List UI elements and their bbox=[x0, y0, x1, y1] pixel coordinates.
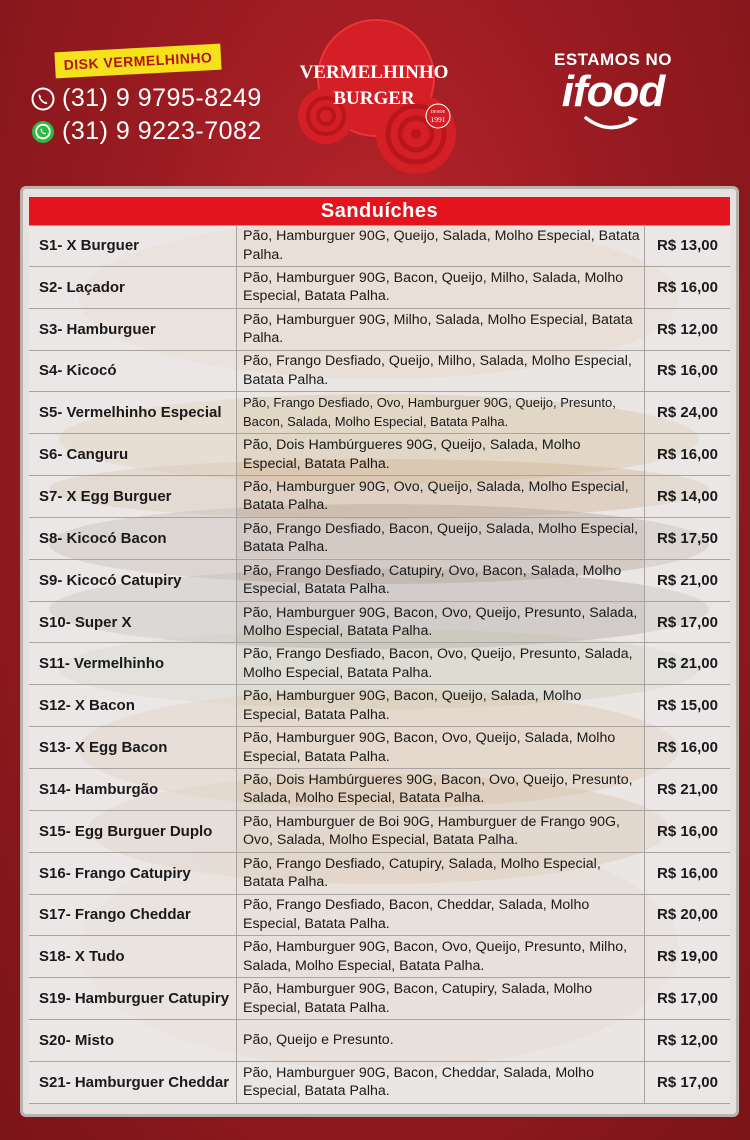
item-price: R$ 20,00 bbox=[645, 895, 730, 936]
table-row bbox=[29, 685, 730, 727]
table-row bbox=[29, 1062, 730, 1104]
phone-row-1[interactable] bbox=[30, 84, 262, 113]
item-description: Pão, Hamburguer de Boi 90G, Hamburguer de Frango 90G, Ovo, Salada, Molho Especial, Batata Palha. bbox=[237, 811, 645, 852]
item-name: S2- Laçador bbox=[29, 267, 237, 308]
item-description: Pão, Frango Desfiado, Queijo, Milho, Salada, Molho Especial, Batata Palha. bbox=[237, 351, 645, 392]
table-row bbox=[29, 936, 730, 978]
table-row bbox=[29, 351, 730, 393]
table-row bbox=[29, 727, 730, 769]
item-name: S17- Frango Cheddar bbox=[29, 895, 237, 936]
logo-seal-year: 1991 bbox=[430, 115, 446, 124]
menu-table bbox=[29, 225, 730, 1104]
item-description: Pão, Hamburguer 90G, Bacon, Cheddar, Salada, Molho Especial, Batata Palha. bbox=[237, 1062, 645, 1103]
item-price: R$ 16,00 bbox=[645, 434, 730, 475]
item-price: R$ 17,50 bbox=[645, 518, 730, 559]
item-description: Pão, Hamburguer 90G, Milho, Salada, Molho Especial, Batata Palha. bbox=[237, 309, 645, 350]
table-row bbox=[29, 811, 730, 853]
phone-number-2: (31) 9 9223-7082 bbox=[62, 117, 262, 145]
item-description: Pão, Hamburguer 90G, Bacon, Queijo, Milho, Salada, Molho Especial, Batata Palha. bbox=[237, 267, 645, 308]
item-name: S7- X Egg Burguer bbox=[29, 476, 237, 517]
item-description: Pão, Frango Desfiado, Ovo, Hamburguer 90G, Queijo, Presunto, Bacon, Salada, Molho Especial, Batata Palha. bbox=[237, 392, 645, 433]
item-price: R$ 17,00 bbox=[645, 978, 730, 1019]
table-row bbox=[29, 518, 730, 560]
item-description: Pão, Hamburguer 90G, Bacon, Queijo, Salada, Molho Especial, Batata Palha. bbox=[237, 685, 645, 726]
whatsapp-icon bbox=[30, 119, 56, 145]
table-row bbox=[29, 643, 730, 685]
item-description: Pão, Hamburguer 90G, Bacon, Ovo, Queijo, Salada, Molho Especial, Batata Palha. bbox=[237, 727, 645, 768]
item-price: R$ 12,00 bbox=[645, 309, 730, 350]
item-name: S9- Kicocó Catupiry bbox=[29, 560, 237, 601]
item-description: Pão, Queijo e Presunto. bbox=[237, 1020, 645, 1061]
ifood-smile-icon bbox=[548, 114, 678, 136]
table-row bbox=[29, 895, 730, 937]
item-description: Pão, Frango Desfiado, Bacon, Ovo, Queijo, Presunto, Salada, Molho Especial, Batata Palha. bbox=[237, 643, 645, 684]
table-row bbox=[29, 392, 730, 434]
item-description: Pão, Hamburguer 90G, Queijo, Salada, Molho Especial, Batata Palha. bbox=[237, 226, 645, 266]
item-name: S21- Hamburguer Cheddar bbox=[29, 1062, 237, 1103]
item-name: S3- Hamburguer bbox=[29, 309, 237, 350]
item-name: S12- X Bacon bbox=[29, 685, 237, 726]
item-description: Pão, Hamburguer 90G, Bacon, Ovo, Queijo, Presunto, Milho, Salada, Molho Especial, Batata Palha. bbox=[237, 936, 645, 977]
table-row bbox=[29, 1020, 730, 1062]
item-price: R$ 17,00 bbox=[645, 1062, 730, 1103]
item-description: Pão, Hamburguer 90G, Ovo, Queijo, Salada, Molho Especial, Batata Palha. bbox=[237, 476, 645, 517]
table-row bbox=[29, 853, 730, 895]
ifood-top-text: ESTAMOS NO bbox=[553, 50, 673, 69]
item-description: Pão, Frango Desfiado, Bacon, Cheddar, Salada, Molho Especial, Batata Palha. bbox=[237, 895, 645, 936]
phone-number-1: (31) 9 9795-8249 bbox=[62, 84, 262, 112]
item-price: R$ 21,00 bbox=[645, 643, 730, 684]
phone-icon bbox=[30, 86, 56, 112]
item-name: S8- Kicocó Bacon bbox=[29, 518, 237, 559]
brand-logo bbox=[288, 12, 464, 176]
item-price: R$ 16,00 bbox=[645, 267, 730, 308]
item-price: R$ 17,00 bbox=[645, 602, 730, 643]
ifood-badge[interactable] bbox=[548, 50, 678, 140]
logo-line-1: VERMELHINHO bbox=[299, 62, 449, 83]
item-description: Pão, Frango Desfiado, Bacon, Queijo, Salada, Molho Especial, Batata Palha. bbox=[237, 518, 645, 559]
menu-card bbox=[20, 186, 739, 1117]
item-price: R$ 24,00 bbox=[645, 392, 730, 433]
disk-badge: DISK VERMELHINHO bbox=[54, 44, 221, 79]
item-price: R$ 16,00 bbox=[645, 811, 730, 852]
header bbox=[0, 0, 750, 185]
item-name: S6- Canguru bbox=[29, 434, 237, 475]
item-name: S15- Egg Burguer Duplo bbox=[29, 811, 237, 852]
logo-seal-top: DESDE bbox=[430, 109, 446, 114]
item-price: R$ 13,00 bbox=[645, 226, 730, 266]
ifood-logo-text: ifood bbox=[561, 67, 665, 116]
table-row bbox=[29, 769, 730, 811]
table-row bbox=[29, 225, 730, 267]
item-name: S18- X Tudo bbox=[29, 936, 237, 977]
item-price: R$ 16,00 bbox=[645, 351, 730, 392]
item-price: R$ 15,00 bbox=[645, 685, 730, 726]
item-name: S10- Super X bbox=[29, 602, 237, 643]
item-name: S4- Kicocó bbox=[29, 351, 237, 392]
item-name: S20- Misto bbox=[29, 1020, 237, 1061]
item-price: R$ 12,00 bbox=[645, 1020, 730, 1061]
table-row bbox=[29, 602, 730, 644]
phone-row-2[interactable] bbox=[30, 117, 262, 146]
item-description: Pão, Frango Desfiado, Catupiry, Salada, Molho Especial, Batata Palha. bbox=[237, 853, 645, 894]
item-price: R$ 14,00 bbox=[645, 476, 730, 517]
item-name: S13- X Egg Bacon bbox=[29, 727, 237, 768]
item-price: R$ 21,00 bbox=[645, 769, 730, 810]
item-price: R$ 19,00 bbox=[645, 936, 730, 977]
item-description: Pão, Frango Desfiado, Catupiry, Ovo, Bacon, Salada, Molho Especial, Batata Palha. bbox=[237, 560, 645, 601]
table-row bbox=[29, 434, 730, 476]
table-row bbox=[29, 267, 730, 309]
table-row bbox=[29, 978, 730, 1020]
item-price: R$ 16,00 bbox=[645, 727, 730, 768]
item-name: S16- Frango Catupiry bbox=[29, 853, 237, 894]
logo-line-2: BURGER bbox=[333, 88, 415, 109]
item-price: R$ 21,00 bbox=[645, 560, 730, 601]
section-title: Sanduíches bbox=[29, 197, 730, 225]
item-name: S11- Vermelhinho bbox=[29, 643, 237, 684]
item-name: S5- Vermelhinho Especial bbox=[29, 392, 237, 433]
item-description: Pão, Hamburguer 90G, Bacon, Catupiry, Salada, Molho Especial, Batata Palha. bbox=[237, 978, 645, 1019]
item-price: R$ 16,00 bbox=[645, 853, 730, 894]
item-name: S1- X Burguer bbox=[29, 226, 237, 266]
table-row bbox=[29, 560, 730, 602]
table-row bbox=[29, 476, 730, 518]
item-name: S19- Hamburguer Catupiry bbox=[29, 978, 237, 1019]
item-description: Pão, Hamburguer 90G, Bacon, Ovo, Queijo, Presunto, Salada, Molho Especial, Batata Palha. bbox=[237, 602, 645, 643]
table-row bbox=[29, 309, 730, 351]
item-description: Pão, Dois Hambúrgueres 90G, Queijo, Salada, Molho Especial, Batata Palha. bbox=[237, 434, 645, 475]
item-description: Pão, Dois Hambúrgueres 90G, Bacon, Ovo, Queijo, Presunto, Salada, Molho Especial, Batata Palha. bbox=[237, 769, 645, 810]
item-name: S14- Hamburgão bbox=[29, 769, 237, 810]
